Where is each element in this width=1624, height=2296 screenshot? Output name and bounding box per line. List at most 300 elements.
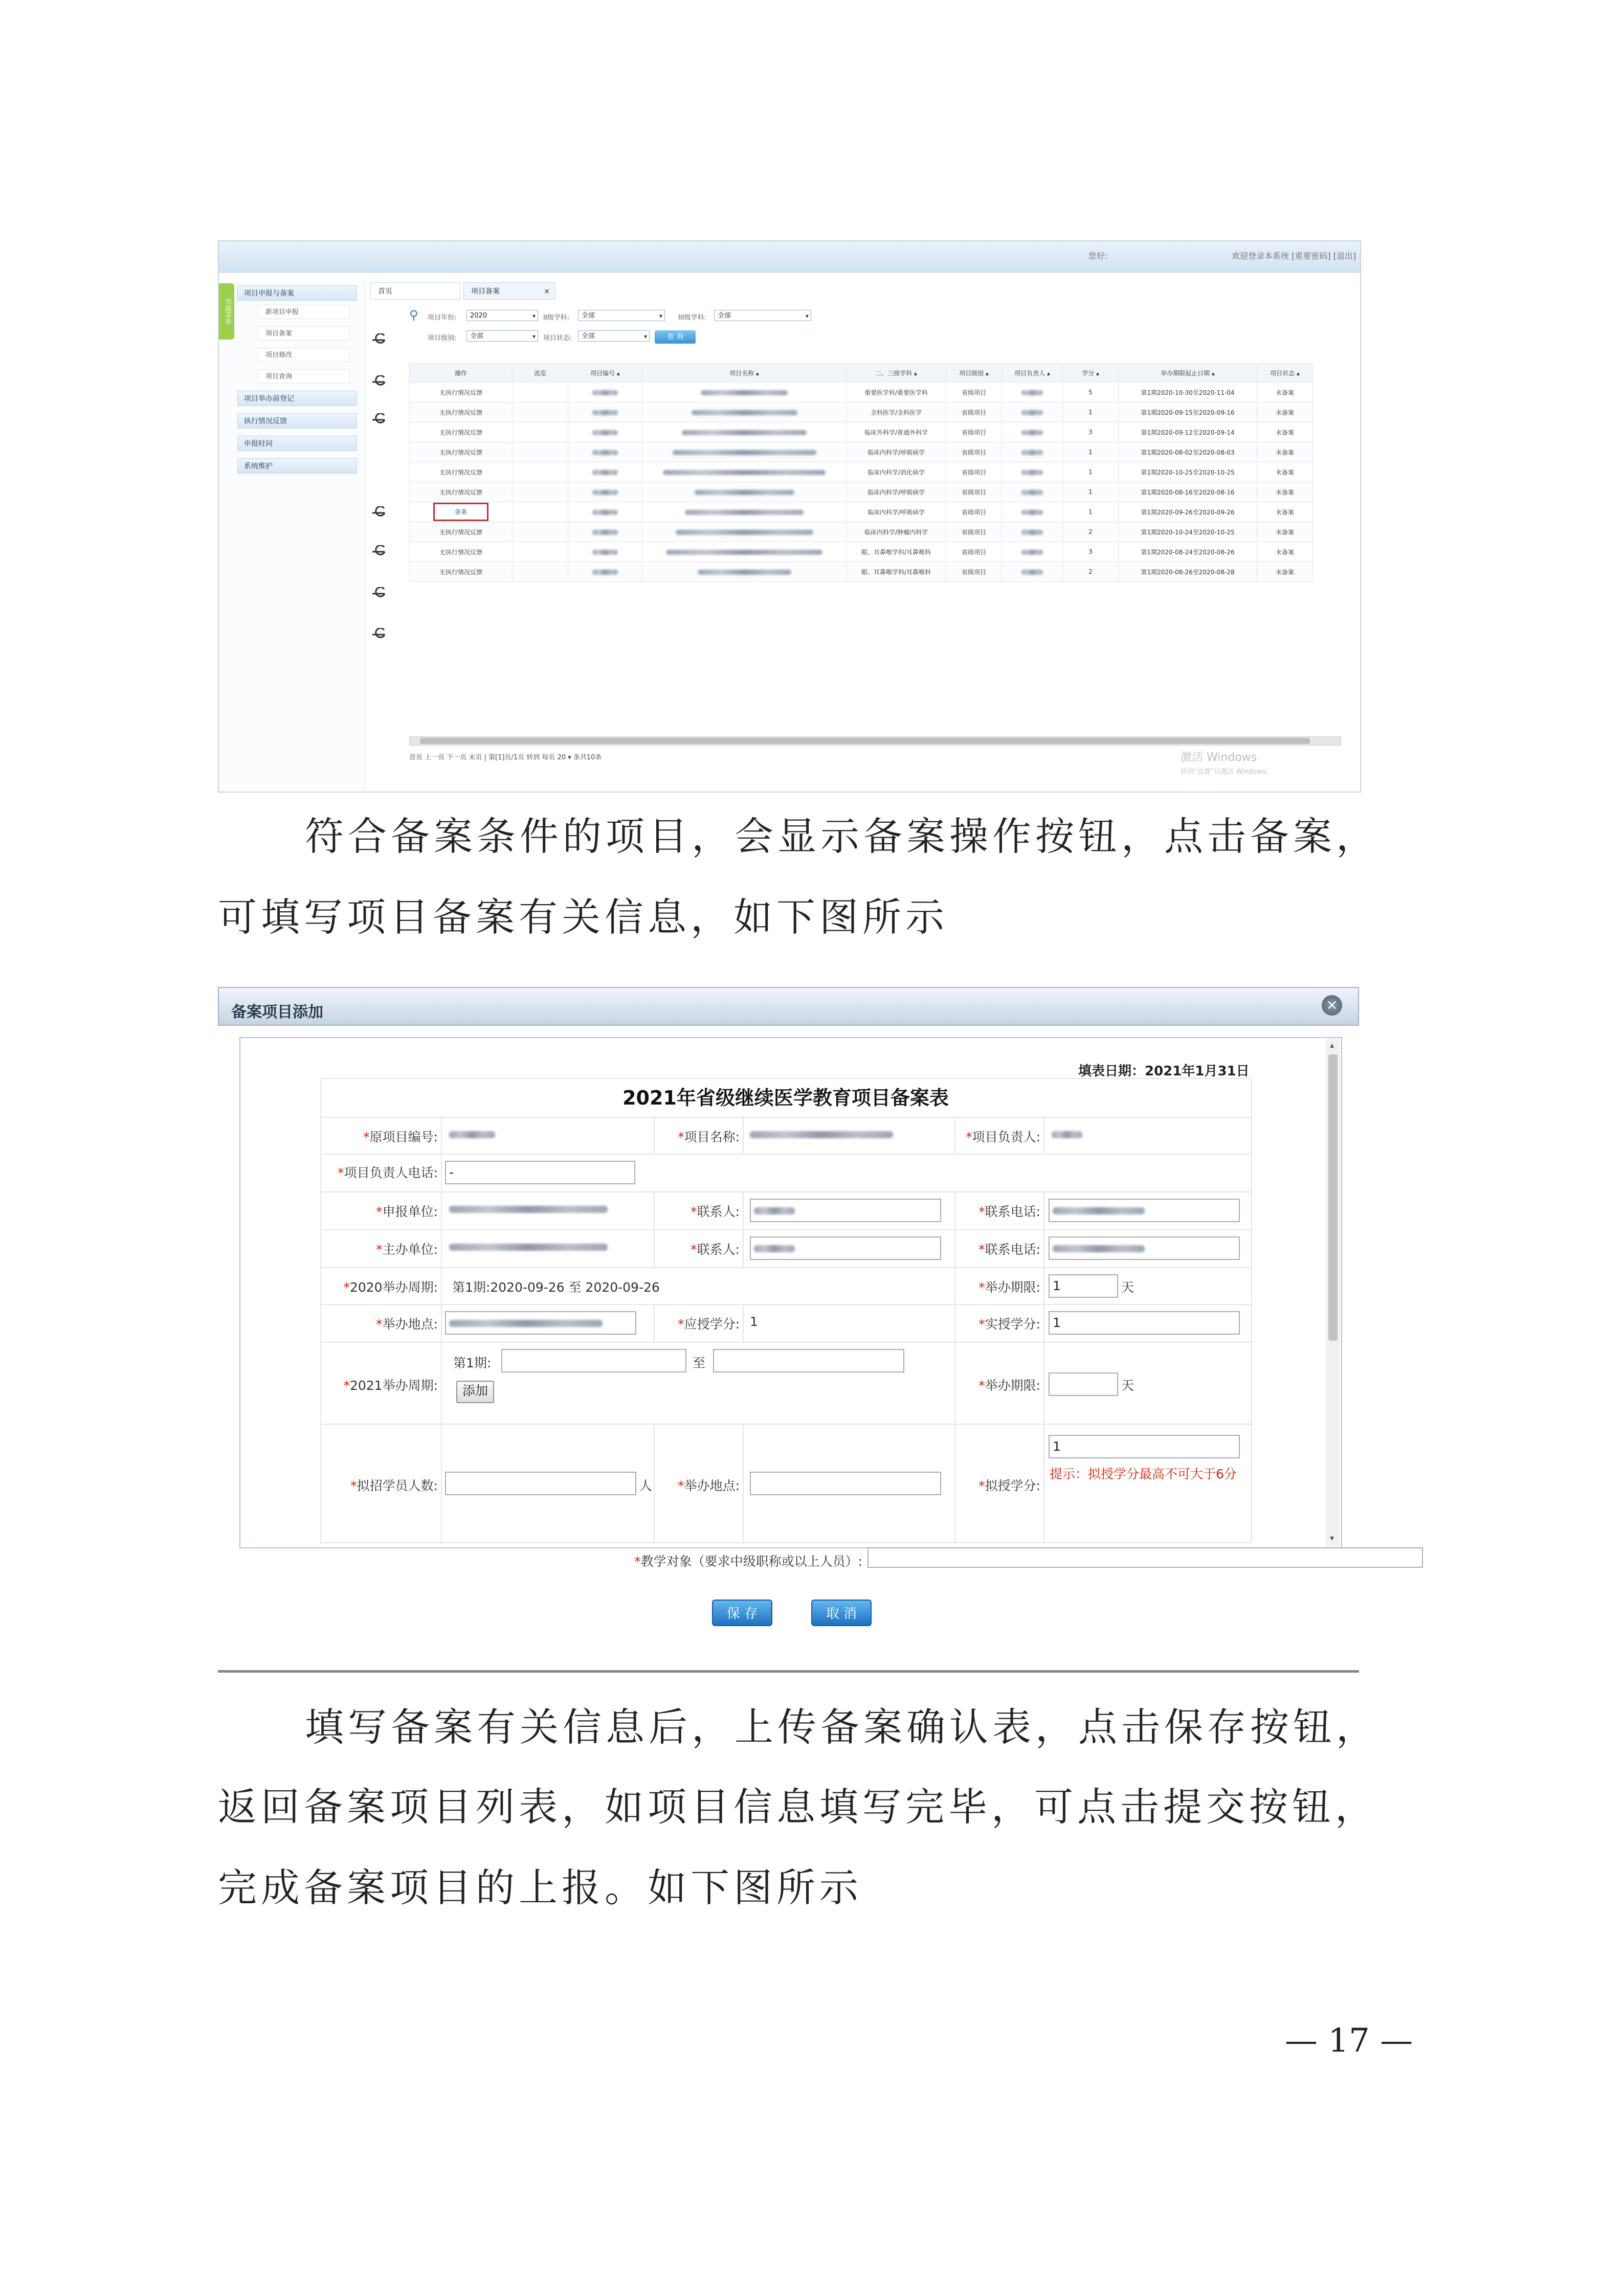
col-header[interactable]: 项目负责人 ▴	[1002, 364, 1063, 382]
col-header[interactable]: 操作	[410, 364, 513, 382]
credit-due-value: 1	[750, 1314, 758, 1329]
l2-subject-select[interactable]: 全部 ▾	[578, 310, 665, 321]
cell-credit: 1	[1063, 482, 1119, 502]
col-header[interactable]: 项目编号 ▴	[568, 364, 642, 382]
cell-level: 省级项目	[946, 422, 1002, 442]
redacted-value	[750, 1131, 893, 1138]
form-grid-line	[320, 1304, 1251, 1305]
search-icon: ⚲	[409, 308, 418, 322]
record-button[interactable]: 备案	[433, 503, 488, 521]
cell-project-no	[568, 502, 642, 522]
cell-subject: 临床外科学/普通外科学	[847, 422, 946, 442]
cell-dates: 第1期2020-10-30至2020-11-04	[1119, 382, 1257, 402]
form-grid-line	[654, 1191, 655, 1267]
redacted-value	[449, 1131, 495, 1138]
form-grid-line	[320, 1424, 1251, 1425]
cell-credit: 1	[1063, 502, 1119, 522]
cell-leader	[1002, 382, 1063, 402]
cell-dates: 第1期2020-08-02至2020-08-03	[1119, 442, 1257, 462]
orig-no-label: *原项目编号:	[363, 1130, 438, 1144]
watermark-line1: 激活 Windows	[1181, 751, 1257, 764]
cell-project-name[interactable]	[642, 462, 847, 482]
project-name-label-text: 项目名称:	[684, 1130, 740, 1144]
cell-level: 省级项目	[946, 522, 1002, 542]
cell-leader	[1002, 502, 1063, 522]
table-row[interactable]	[410, 442, 1313, 462]
contact-phone-input[interactable]	[1049, 1199, 1240, 1222]
form-grid-line	[654, 1117, 655, 1154]
cell-operation[interactable]	[410, 502, 513, 522]
binder-hook-icon	[371, 413, 392, 426]
form-grid-line	[320, 1267, 1251, 1268]
credit-actual-label: *实授学分:	[978, 1317, 1040, 1332]
leader-phone-label: *项目负责人电话:	[338, 1165, 438, 1180]
orig-no-label-text: 原项目编号:	[369, 1130, 438, 1144]
form-grid-line	[441, 1117, 442, 1542]
contact-label-2: *联系人:	[691, 1242, 740, 1257]
duration-label-text: 举办期限:	[985, 1280, 1040, 1295]
cell-leader	[1002, 522, 1063, 542]
form-title: 2021年省级继续医学教育项目备案表	[622, 1087, 949, 1109]
menu-project-apply[interactable]: 项目申报与备案	[237, 285, 357, 301]
col-header[interactable]: 项目状态 ▴	[1257, 364, 1313, 382]
cell-subject: 临床内科学/呼吸病学	[847, 502, 946, 522]
form-grid-line	[320, 1542, 1251, 1543]
contact-phone-label-text: 联系电话:	[985, 1204, 1040, 1219]
cell-project-name[interactable]	[642, 562, 847, 582]
redacted-value	[1053, 1245, 1145, 1252]
cell-status: 未备案	[1257, 502, 1313, 522]
cell-project-no	[568, 402, 642, 422]
cell-project-name[interactable]	[642, 502, 847, 522]
menu-pre-registration[interactable]: 项目举办前登记	[237, 391, 357, 406]
contact-input-2[interactable]	[750, 1236, 941, 1260]
cell-status: 未备案	[1257, 402, 1313, 422]
cell-operation[interactable]: 无执行情况反馈	[410, 422, 513, 442]
redacted-value	[698, 570, 791, 575]
scroll-down-icon[interactable]: ▾	[1330, 1533, 1334, 1543]
cell-status: 未备案	[1257, 462, 1313, 482]
cell-project-name[interactable]	[642, 382, 847, 402]
cell-status: 未备案	[1257, 482, 1313, 502]
redacted-value	[1021, 390, 1043, 395]
contact-label-text: 联系人:	[697, 1242, 740, 1257]
cell-status: 未备案	[1257, 542, 1313, 562]
table-row[interactable]	[410, 502, 1313, 522]
close-icon[interactable]: ×	[1322, 995, 1342, 1016]
scrollbar-thumb[interactable]	[1328, 1054, 1338, 1341]
cell-leader	[1002, 422, 1063, 442]
contact-label: *联系人:	[691, 1204, 740, 1219]
cell-project-no	[568, 462, 642, 482]
cell-operation[interactable]: 无执行情况反馈	[410, 562, 513, 582]
contact-phone-label: *联系电话:	[978, 1204, 1040, 1219]
redacted-value	[1021, 410, 1043, 415]
col-header[interactable]: 二、三级学科 ▴	[847, 364, 946, 382]
paragraph-line: 符合备案条件的项目，会显示备案操作按钮，点击备案，	[305, 814, 1379, 859]
cell-dates: 第1期2020-08-26至2020-08-28	[1119, 562, 1257, 582]
cell-project-no	[568, 522, 642, 542]
apply-unit-label-text: 申报单位:	[382, 1204, 438, 1219]
cell-operation[interactable]: 无执行情况反馈	[410, 402, 513, 422]
table-row[interactable]	[410, 482, 1313, 502]
form-grid-line	[1043, 1117, 1044, 1154]
redacted-value	[592, 470, 618, 475]
form-grid-line	[743, 1191, 744, 1267]
greeting-text: 您好:	[1088, 251, 1108, 261]
contact-phone-input-2[interactable]	[1049, 1236, 1240, 1260]
tab-home[interactable]: 首页	[370, 282, 460, 300]
l2-subject-label: II级学科:	[543, 314, 570, 322]
col-header[interactable]: 流览	[513, 364, 568, 382]
tab-project-record-label: 项目备案	[471, 287, 500, 296]
cell-project-no	[568, 542, 642, 562]
cell-browse[interactable]	[513, 422, 568, 442]
redacted-value	[701, 390, 788, 395]
sidebar-vertical-tab[interactable]: 功能菜单	[219, 283, 234, 340]
submenu-new-project[interactable]: 新项目申报	[258, 305, 350, 319]
credit-due-label-text: 应授学分:	[684, 1317, 740, 1332]
windows-watermark	[1181, 751, 1273, 779]
cell-browse[interactable]	[513, 462, 568, 482]
cell-status: 未备案	[1257, 422, 1313, 442]
contact-phone-label-2: *联系电话:	[978, 1242, 1040, 1257]
cell-subject: 临床内科学/消化病学	[847, 462, 946, 482]
binder-hook-icon	[371, 628, 392, 641]
students-label-text: 拟招学员人数:	[357, 1478, 438, 1493]
submenu-project-record[interactable]: 项目备案	[258, 326, 350, 341]
cell-operation[interactable]: 无执行情况反馈	[410, 482, 513, 502]
redacted-value	[1021, 450, 1043, 455]
redacted-value	[1021, 470, 1043, 475]
binder-hook-icon	[371, 506, 392, 520]
form-grid-line	[1043, 1191, 1044, 1542]
cell-status: 未备案	[1257, 382, 1313, 402]
tab-project-record[interactable]	[463, 282, 555, 300]
students-input[interactable]	[445, 1472, 636, 1495]
redacted-value	[592, 530, 618, 535]
host-unit-label: *主办单位:	[376, 1242, 438, 1257]
credit-actual-label-text: 实授学分:	[985, 1317, 1040, 1332]
cell-status: 未备案	[1257, 442, 1313, 462]
year-select[interactable]: 2020 ▾	[466, 310, 538, 321]
cell-status: 未备案	[1257, 562, 1313, 582]
cell-dates: 第1期2020-08-24至2020-08-26	[1119, 542, 1257, 562]
duration-2020-input[interactable]: 1	[1049, 1274, 1118, 1298]
cell-browse[interactable]	[513, 442, 568, 462]
col-header[interactable]: 学分 ▴	[1063, 364, 1119, 382]
cell-operation[interactable]: 无执行情况反馈	[410, 542, 513, 562]
menu-execution-feedback[interactable]: 执行情况反馈	[237, 413, 357, 429]
cell-level: 省级项目	[946, 382, 1002, 402]
form-grid-line	[320, 1229, 1251, 1230]
cell-project-no	[568, 482, 642, 502]
cell-dates: 第1期2020-09-15至2020-09-16	[1119, 402, 1257, 422]
form-grid-line	[954, 1117, 955, 1154]
table-row[interactable]	[410, 522, 1313, 542]
location-label-text: 举办地点:	[382, 1317, 438, 1332]
pager[interactable]: 首页 上一页 下一页 末页 | 第[1]页/1页 转到 每页 20 ▾ 条共10条	[409, 754, 602, 761]
cell-subject: 重要医学科/重要医学科	[847, 382, 946, 402]
duration-label-2021: *举办期限:	[978, 1378, 1040, 1393]
cell-leader	[1002, 562, 1063, 582]
menu-apply-time[interactable]: 申报时间	[237, 436, 357, 451]
watermark-line2: 转到“设置”以激活 Windows。	[1181, 768, 1273, 776]
cell-level: 省级项目	[946, 442, 1002, 462]
status-select[interactable]: 全部 ▾	[578, 330, 650, 342]
table-row[interactable]	[410, 402, 1313, 422]
credit-plan-label-text: 拟授学分:	[985, 1478, 1040, 1493]
form-grid-line	[320, 1078, 1251, 1079]
period-2020-value: 第1期:2020-09-26 至 2020-09-26	[452, 1280, 660, 1295]
cell-browse[interactable]	[513, 502, 568, 522]
save-button[interactable]: 保 存	[712, 1600, 772, 1626]
table-row[interactable]	[410, 382, 1313, 402]
query-button[interactable]: 查 询	[655, 330, 696, 344]
redacted-value	[1021, 510, 1043, 515]
period-2020-label-text: 2020举办周期:	[349, 1280, 438, 1295]
top-bar	[219, 241, 1360, 273]
contact-phone-label-text: 联系电话:	[985, 1242, 1040, 1257]
record-dialog	[218, 987, 1359, 1639]
menu-system-maintenance[interactable]: 系统维护	[237, 458, 357, 474]
redacted-value	[754, 1245, 795, 1252]
cell-project-no	[568, 422, 642, 442]
paragraph-line: 完成备案项目的上报。如下图所示	[218, 1865, 862, 1910]
target-label: *教学对象（要求中级职称或以上人员）:	[634, 1554, 862, 1569]
redacted-value	[1021, 490, 1043, 495]
cell-credit: 3	[1063, 422, 1119, 442]
table-row[interactable]	[410, 462, 1313, 482]
table-row[interactable]	[410, 562, 1313, 582]
binder-hook-icon	[371, 333, 392, 347]
paragraph-line: 可填写项目备案有关信息，如下图所示	[218, 894, 948, 940]
period-2021-label-text: 2021举办周期:	[349, 1378, 438, 1393]
fill-date: 填表日期：2021年1月31日	[1078, 1064, 1250, 1079]
l3-subject-select[interactable]: 全部 ▾	[714, 310, 811, 321]
redacted-value	[663, 470, 826, 475]
cell-subject: 眼、耳鼻喉学科/耳鼻喉科	[847, 562, 946, 582]
cell-browse[interactable]	[513, 402, 568, 422]
cell-browse[interactable]	[513, 562, 568, 582]
col-header[interactable]: 项目级别 ▴	[946, 364, 1002, 382]
form-grid-line	[320, 1342, 1251, 1343]
leader-label: *项目负责人:	[966, 1130, 1040, 1144]
cell-leader	[1002, 442, 1063, 462]
cell-project-no	[568, 382, 642, 402]
cell-level: 省级项目	[946, 562, 1002, 582]
cell-credit: 1	[1063, 442, 1119, 462]
form-grid-line	[320, 1191, 1251, 1192]
credit-tip: 提示：拟授学分最高不可大于6分	[1050, 1467, 1237, 1481]
target-label-text: 教学对象（要求中级职称或以上人员）:	[640, 1554, 862, 1569]
dialog-title: 备案项目添加	[231, 1003, 323, 1021]
contact-label-text: 联系人:	[697, 1204, 740, 1219]
l3-subject-label: III级学科:	[678, 314, 706, 322]
redacted-value	[449, 1320, 603, 1327]
redacted-value	[666, 550, 822, 555]
cell-browse[interactable]	[513, 382, 568, 402]
credit-plan-input[interactable]: 1	[1049, 1435, 1240, 1458]
submenu-project-query[interactable]: 项目查询	[258, 369, 350, 384]
form-grid-line	[743, 1304, 744, 1342]
duration-label: *举办期限:	[978, 1280, 1040, 1295]
period-2021-start-input[interactable]	[501, 1349, 686, 1372]
form-grid-line	[320, 1117, 1251, 1118]
period-2021-end-input[interactable]	[713, 1349, 904, 1372]
redacted-value	[1021, 550, 1043, 555]
leader-label-text: 项目负责人:	[972, 1130, 1040, 1144]
redacted-value	[676, 530, 813, 535]
redacted-value	[592, 510, 618, 515]
redacted-value	[695, 490, 794, 495]
table-row[interactable]	[410, 542, 1313, 562]
cell-dates: 第1期2020-10-25至2020-10-25	[1119, 462, 1257, 482]
cell-level: 省级项目	[946, 462, 1002, 482]
cell-project-no	[568, 562, 642, 582]
cell-subject: 眼、耳鼻喉学科/耳鼻喉科	[847, 542, 946, 562]
binder-hook-icon	[371, 545, 392, 558]
unit-day: 天	[1121, 1378, 1134, 1393]
level-select[interactable]: 全部 ▾	[466, 330, 538, 342]
table-row[interactable]	[410, 422, 1313, 442]
redacted-value	[692, 410, 797, 415]
cell-subject: 全科医学/全科医学	[847, 402, 946, 422]
col-header[interactable]: 项目名称 ▴	[642, 364, 847, 382]
form-grid-line	[320, 1154, 1251, 1155]
redacted-value	[592, 390, 618, 395]
cell-level: 省级项目	[946, 482, 1002, 502]
cell-credit: 2	[1063, 562, 1119, 582]
credit-actual-input[interactable]: 1	[1049, 1311, 1240, 1335]
cell-project-name[interactable]	[642, 442, 847, 462]
add-period-button[interactable]: 添加	[456, 1381, 494, 1403]
cell-level: 省级项目	[946, 542, 1002, 562]
cell-browse[interactable]	[513, 542, 568, 562]
leader-phone-input[interactable]: -	[445, 1161, 635, 1184]
paragraph-line: 返回备案项目列表，如项目信息填写完毕，可点击提交按钮，	[218, 1784, 1378, 1830]
apply-unit-label: *申报单位:	[376, 1204, 438, 1219]
cell-leader	[1002, 542, 1063, 562]
status-label: 项目状态:	[543, 334, 572, 342]
form-grid-line	[320, 1078, 321, 1542]
location-input[interactable]	[445, 1311, 636, 1335]
tab-close-icon[interactable]: ×	[544, 287, 550, 296]
cell-credit: 5	[1063, 382, 1119, 402]
redacted-value	[1052, 1131, 1082, 1138]
welcome-text: 欢迎登录本系统 [重要密码] [退出]	[1232, 251, 1356, 261]
cell-project-name[interactable]	[642, 482, 847, 502]
redacted-value	[1053, 1207, 1145, 1214]
period-2020-label: *2020举办周期:	[343, 1280, 438, 1295]
cell-operation[interactable]: 无执行情况反馈	[410, 522, 513, 542]
cell-operation[interactable]: 无执行情况反馈	[410, 442, 513, 462]
cell-subject: 临床内科学/肿瘤内科学	[847, 522, 946, 542]
redacted-value	[592, 410, 618, 415]
vertical-scrollbar[interactable]	[1326, 1039, 1340, 1546]
host-unit-label-text: 主办单位:	[382, 1242, 438, 1257]
cell-browse[interactable]	[513, 522, 568, 542]
credit-due-label: *应授学分:	[678, 1317, 740, 1332]
level-label: 项目级别:	[428, 334, 457, 342]
period-2021-label: *2021举办周期:	[343, 1378, 438, 1393]
form-grid-line	[654, 1304, 655, 1342]
to-label: 至	[693, 1356, 706, 1370]
cell-dates: 第1期2020-09-26至2020-09-26	[1119, 502, 1257, 522]
location-2021-input[interactable]	[750, 1472, 941, 1495]
leader-phone-label-text: 项目负责人电话:	[344, 1165, 438, 1180]
cell-credit: 1	[1063, 402, 1119, 422]
form-grid-line	[954, 1191, 955, 1542]
col-header[interactable]: 举办期限起止日期 ▴	[1119, 364, 1257, 382]
form-grid-line	[654, 1424, 655, 1542]
location-label: *举办地点:	[376, 1317, 438, 1332]
credit-plan-label: *拟授学分:	[978, 1478, 1040, 1493]
cell-level: 省级项目	[946, 402, 1002, 422]
cell-project-name[interactable]	[642, 522, 847, 542]
cell-project-name[interactable]	[642, 422, 847, 442]
redacted-value	[1021, 570, 1043, 575]
cell-operation[interactable]: 无执行情况反馈	[410, 382, 513, 402]
redacted-value	[592, 430, 618, 435]
redacted-value	[592, 490, 618, 495]
cell-project-name[interactable]	[642, 542, 847, 562]
form-grid-line	[743, 1117, 744, 1154]
redacted-value	[682, 430, 807, 435]
cell-dates: 第1期2020-10-24至2020-10-25	[1119, 522, 1257, 542]
divider	[218, 1670, 1359, 1673]
binder-hook-icon	[371, 587, 392, 600]
cell-leader	[1002, 462, 1063, 482]
scroll-up-icon[interactable]: ▴	[1330, 1040, 1334, 1050]
location-label-2021: *举办地点:	[678, 1478, 740, 1493]
redacted-value	[685, 510, 804, 515]
duration-label-text: 举办期限:	[985, 1378, 1040, 1393]
cell-operation[interactable]: 无执行情况反馈	[410, 462, 513, 482]
cell-level: 省级项目	[946, 502, 1002, 522]
contact-input[interactable]	[750, 1199, 941, 1222]
unit-person: 人	[639, 1478, 653, 1493]
cell-browse[interactable]	[513, 482, 568, 502]
submenu-project-edit[interactable]: 项目修改	[258, 348, 350, 362]
cell-dates: 第1期2020-08-16至2020-08-16	[1119, 482, 1257, 502]
form-grid-line	[1251, 1078, 1252, 1542]
redacted-value	[449, 1244, 608, 1251]
form-grid-line	[743, 1424, 744, 1542]
horizontal-scrollbar[interactable]	[409, 736, 1341, 746]
cell-dates: 第1期2020-09-12至2020-09-14	[1119, 422, 1257, 442]
cell-credit: 2	[1063, 522, 1119, 542]
cell-project-name[interactable]	[642, 402, 847, 422]
cell-leader	[1002, 482, 1063, 502]
scrollbar-thumb[interactable]	[420, 738, 1310, 744]
location-label-text: 举办地点:	[684, 1478, 740, 1493]
cell-subject: 临床内科学/呼吸病学	[847, 482, 946, 502]
cell-subject: 临床内科学/呼吸病学	[847, 442, 946, 462]
students-label: *拟招学员人数:	[350, 1478, 438, 1493]
cancel-button[interactable]: 取 消	[811, 1600, 872, 1626]
cell-project-no	[568, 442, 642, 462]
redacted-value	[592, 450, 618, 455]
paragraph-line: 填写备案有关信息后，上传备案确认表，点击保存按钮，	[305, 1704, 1379, 1750]
redacted-value	[592, 570, 618, 575]
redacted-value	[449, 1206, 608, 1213]
redacted-value	[1021, 530, 1043, 535]
project-name-label: *项目名称:	[678, 1130, 740, 1144]
target-input[interactable]	[867, 1547, 1423, 1568]
duration-2021-input[interactable]	[1049, 1372, 1118, 1396]
cell-credit: 3	[1063, 542, 1119, 562]
